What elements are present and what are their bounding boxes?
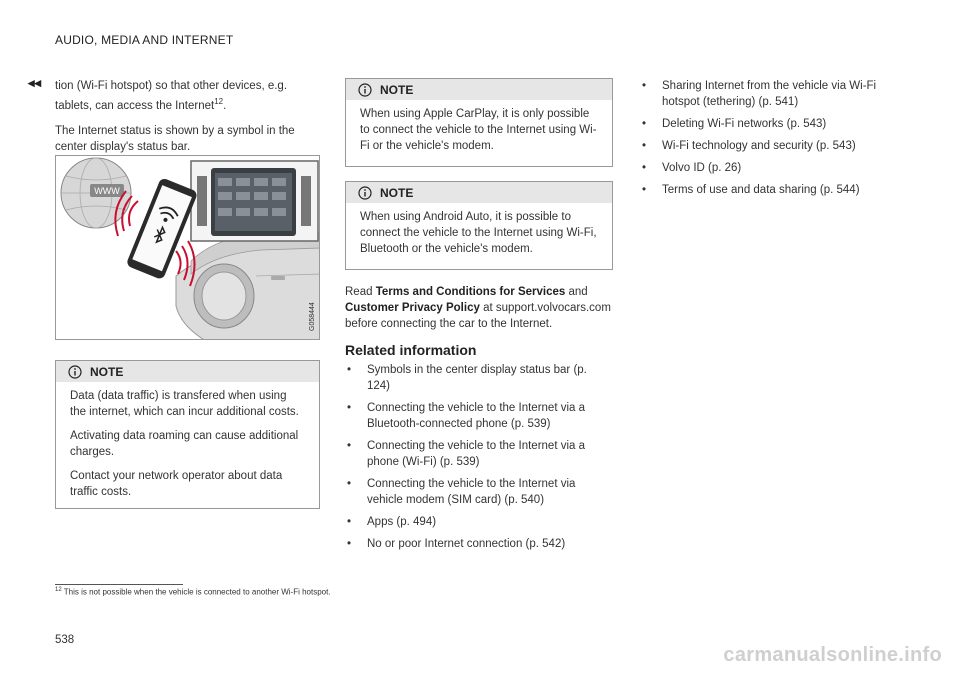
illustration-figure — [55, 155, 320, 340]
info-icon — [358, 83, 372, 97]
note-text: When using Apple CarPlay, it is only possible to connect the vehicle to the Internet using Wi-Fi or the vehicle's modem. — [360, 108, 597, 152]
footnote-divider — [55, 584, 183, 585]
note-body — [346, 203, 612, 269]
related-link[interactable]: • Volvo ID (p. 26) — [640, 160, 905, 176]
related-link[interactable]: • Sharing Internet from the vehicle via Wi-Fi hotspot (tethering) (p. 541) — [640, 78, 905, 110]
note-text: Contact your network operator about data traffic costs. — [70, 470, 283, 498]
footnote-text: This is not possible when the vehicle is connected to another Wi-Fi hotspot. — [63, 587, 331, 597]
related-heading: Related information — [345, 342, 477, 358]
note-text: When using Android Auto, it is possible to connect the vehicle to the Internet using Wi-Fi, Bluetooth or the vehicle's modem. — [360, 211, 597, 255]
note-box-carplay — [345, 78, 613, 167]
section-header: AUDIO, MEDIA AND INTERNET — [55, 33, 234, 47]
note-header — [346, 79, 612, 100]
related-list-continued — [640, 78, 905, 198]
related-link[interactable]: • Connecting the vehicle to the Internet via a phone (Wi-Fi) (p. 539) — [345, 438, 613, 470]
watermark: carmanualsonline.info — [723, 644, 942, 666]
status-paragraph: The Internet status is shown by a symbol in the center display's status bar. — [55, 124, 295, 153]
page-number: 538 — [55, 634, 75, 646]
note-text: Activating data roaming can cause additional charges. — [70, 430, 299, 458]
footnote-ref[interactable]: 12 — [214, 97, 224, 106]
column-1 — [55, 78, 317, 164]
related-link[interactable]: • Symbols in the center display status bar (p. 124) — [345, 362, 613, 394]
note-text: Data (data traffic) is transfered when using the internet, which can incur additional costs. — [70, 390, 299, 418]
wifi-hotspot-illustration — [56, 156, 320, 340]
related-link[interactable]: • Wi-Fi technology and security (p. 543) — [640, 138, 905, 154]
note-body — [346, 100, 612, 166]
column-3 — [640, 78, 905, 204]
intro-paragraph: tion (Wi-Fi hotspot) so that other devices, e.g. tablets, can access the Internet$^{12}$. — [55, 80, 288, 112]
note-box-android-auto — [345, 181, 613, 270]
terms-link[interactable]: Terms and Conditions for Services — [375, 286, 566, 298]
note-body — [56, 382, 319, 508]
continued-arrow-icon: ◂◂ — [28, 75, 42, 90]
column-2 — [345, 78, 613, 558]
note-header — [346, 182, 612, 203]
related-link[interactable]: • Connecting the vehicle to the Internet via a Bluetooth-connected phone (p. 539) — [345, 400, 613, 432]
privacy-link[interactable]: Customer Privacy Policy — [345, 302, 480, 314]
related-link[interactable]: • Deleting Wi-Fi networks (p. 543) — [640, 116, 905, 132]
note-label: NOTE — [380, 186, 414, 200]
note-header — [56, 361, 319, 382]
info-icon — [68, 365, 82, 379]
footnote — [55, 587, 331, 597]
note-label: NOTE — [380, 83, 414, 97]
www-label: WWW — [94, 186, 120, 196]
footnote-number: 12 — [55, 587, 62, 593]
note-label: NOTE — [90, 365, 124, 379]
related-link[interactable]: • Terms of use and data sharing (p. 544) — [640, 182, 905, 198]
related-link[interactable]: • No or poor Internet connection (p. 542) — [345, 536, 613, 552]
related-link[interactable]: • Apps (p. 494) — [345, 514, 613, 530]
note-box-data-traffic — [55, 360, 320, 509]
read-terms-paragraph: Read Terms and Conditions for Services and Customer Privacy Policy at support.volvocars.com before connecting the car to the Internet. — [345, 286, 611, 330]
image-code: G058444 — [309, 302, 316, 331]
info-icon — [358, 186, 372, 200]
related-link[interactable]: • Connecting the vehicle to the Internet via vehicle modem (SIM card) (p. 540) — [345, 476, 613, 508]
related-list — [345, 362, 613, 552]
